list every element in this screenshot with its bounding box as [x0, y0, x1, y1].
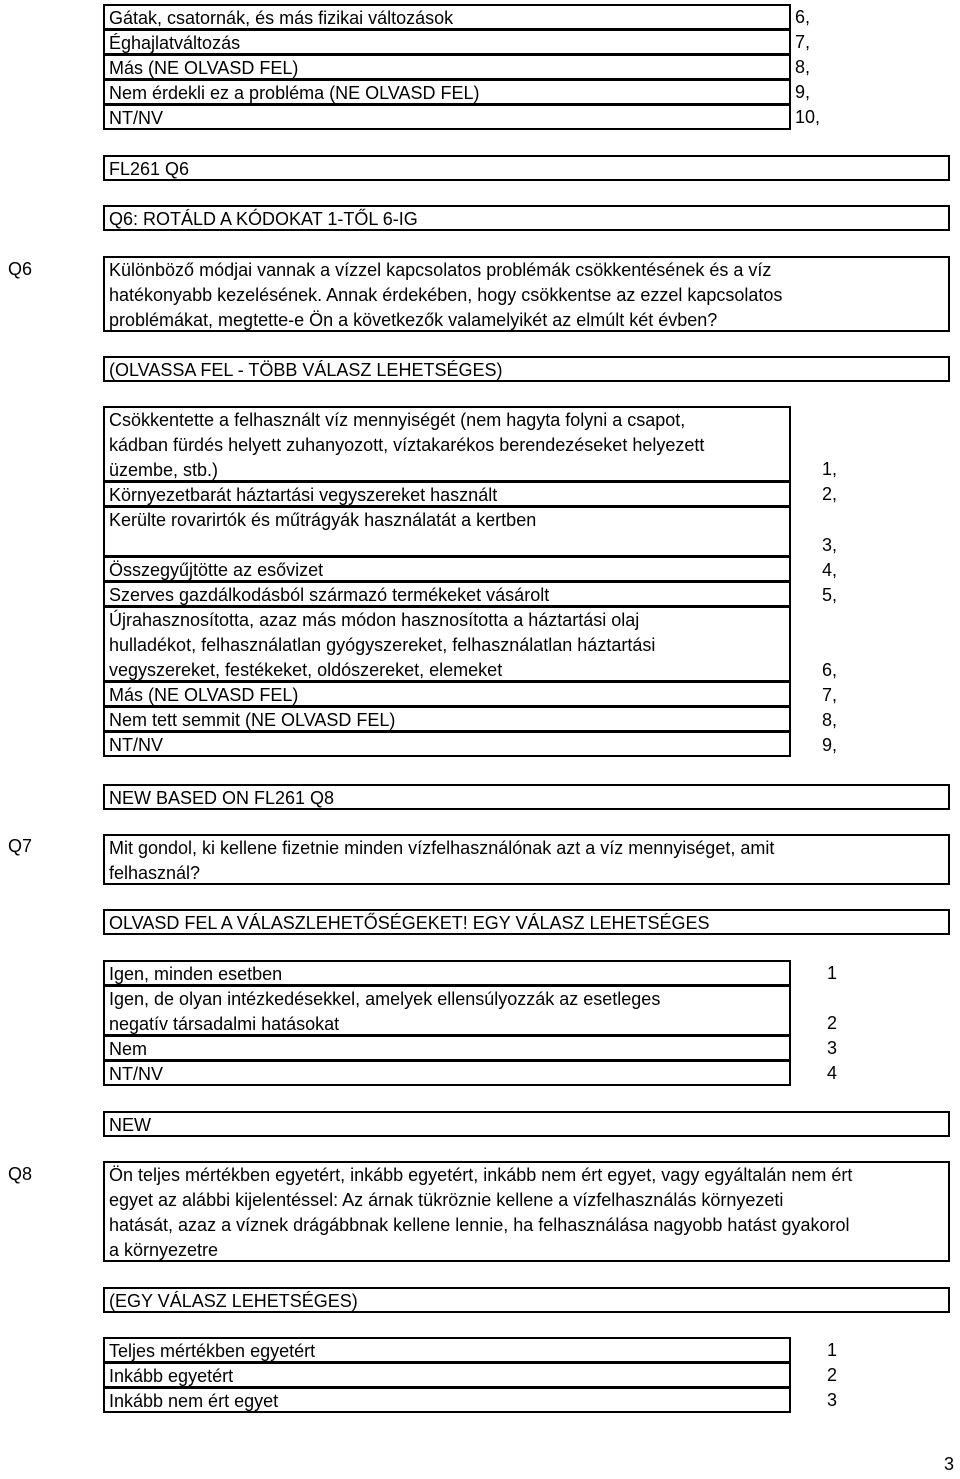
list-item	[103, 581, 791, 607]
question-instruction	[103, 909, 950, 935]
option-code: 10,	[795, 107, 821, 127]
question-instruction-text: OLVASD FEL A VÁLASZLEHETŐSÉGEKET! EGY VÁLASZ LEHETSÉGES	[109, 913, 710, 933]
option-code: 1,	[822, 459, 838, 479]
list-item	[103, 960, 791, 986]
option-label: Teljes mértékben egyetért	[109, 1341, 316, 1361]
option-code: 7,	[822, 685, 838, 705]
list-item	[103, 985, 791, 1036]
list-item	[103, 606, 791, 682]
option-label: Igen, de olyan intézkedésekkel, amelyek ellensúlyozzák az esetleges	[109, 989, 661, 1009]
option-label: Kerülte rovarirtók és műtrágyák használatát a kertben	[109, 510, 537, 530]
option-label: NT/NV	[109, 1064, 163, 1084]
option-code: 4	[827, 1063, 838, 1083]
option-label: Környezetbarát háztartási vegyszereket használt	[109, 485, 498, 505]
option-label: NT/NV	[109, 108, 163, 128]
option-label: negatív társadalmi hatásokat	[109, 1014, 340, 1034]
option-label: Szerves gazdálkodásból származó termékeket vásárolt	[109, 585, 550, 605]
question-text	[103, 256, 950, 332]
option-code: 1	[827, 963, 838, 983]
question-text-line: felhasznál?	[109, 863, 201, 883]
question-text-line: a környezetre	[109, 1240, 219, 1260]
list-item	[103, 1337, 791, 1363]
option-code: 2	[827, 1365, 838, 1385]
option-code: 5,	[822, 585, 838, 605]
question-text-line: Különböző módjai vannak a vízzel kapcsolatos problémák csökkentésének és a víz	[109, 260, 772, 280]
option-label: Éghajlatváltozás	[109, 33, 241, 53]
question-label: Q8	[8, 1164, 33, 1184]
question-instruction-text: (OLVASSA FEL - TÖBB VÁLASZ LEHETSÉGES)	[109, 360, 503, 380]
option-label: Inkább egyetért	[109, 1366, 234, 1386]
option-code: 3	[827, 1038, 838, 1058]
question-label: Q6	[8, 259, 33, 279]
new-marker	[103, 1111, 950, 1137]
list-item	[103, 104, 791, 130]
option-label: Csökkentette a felhasznált víz mennyiségét (nem hagyta folyni a csapot,	[109, 410, 686, 430]
list-item	[103, 1387, 791, 1413]
option-label: Gátak, csatornák, és más fizikai változások	[109, 8, 454, 28]
option-code: 9,	[822, 735, 838, 755]
question-label: Q7	[8, 836, 33, 856]
option-code: 8,	[822, 710, 838, 730]
list-item	[103, 681, 791, 707]
option-label: Nem érdekli ez a probléma (NE OLVASD FEL)	[109, 83, 480, 103]
option-label: Igen, minden esetben	[109, 964, 283, 984]
option-code: 2,	[822, 484, 838, 504]
option-label: Más (NE OLVASD FEL)	[109, 685, 299, 705]
question-text-line: hatékonyabb kezelésének. Annak érdekében, hogy csökkentse az ezzel kapcsolatos	[109, 285, 783, 305]
option-code: 3	[827, 1390, 838, 1410]
list-item	[103, 481, 791, 507]
list-item	[103, 731, 791, 757]
option-code: 7,	[795, 32, 811, 52]
question-text-line: problémákat, megtette-e Ön a következők valamelyikét az elmúlt két évben?	[109, 310, 718, 330]
option-code: 2	[827, 1013, 838, 1033]
option-label: Újrahasznosította, azaz más módon hasznosította a háztartási olaj	[109, 610, 640, 630]
option-label: hulladékot, felhasználatlan gyógyszereket, felhasználatlan háztartási	[109, 635, 656, 655]
list-item	[103, 706, 791, 732]
source-reference-text: NEW BASED ON FL261 Q8	[109, 788, 335, 808]
rotation-instruction	[103, 205, 950, 231]
list-item	[103, 556, 791, 582]
list-item	[103, 1362, 791, 1388]
rotation-instruction-text: Q6: ROTÁLD A KÓDOKAT 1-TŐL 6-IG	[109, 209, 418, 229]
option-label: NT/NV	[109, 735, 163, 755]
list-item	[103, 1035, 791, 1061]
question-instruction	[103, 1287, 950, 1313]
source-reference	[103, 155, 950, 181]
list-item	[103, 506, 791, 557]
source-reference-text: FL261 Q6	[109, 159, 190, 179]
new-marker-text: NEW	[109, 1115, 151, 1135]
option-code: 4,	[822, 560, 838, 580]
option-label: Nem	[109, 1039, 148, 1059]
list-item	[103, 4, 791, 30]
option-label: Nem tett semmit (NE OLVASD FEL)	[109, 710, 396, 730]
option-label: kádban fürdés helyett zuhanyozott, víztakarékos berendezéseket helyezett	[109, 435, 705, 455]
list-item	[103, 406, 791, 482]
question-text-line: Ön teljes mértékben egyetért, inkább egyetért, inkább nem ért egyet, vagy egyáltalán nem ért	[109, 1165, 853, 1185]
question-text	[103, 834, 950, 885]
option-label: Inkább nem ért egyet	[109, 1391, 279, 1411]
option-code: 6,	[795, 7, 811, 27]
question-text-line: egyet az alábbi kijelentéssel: Az árnak tükröznie kellene a vízfelhasználás környezeti	[109, 1190, 784, 1210]
option-code: 8,	[795, 57, 811, 77]
source-reference	[103, 784, 950, 810]
page-number: 3	[943, 1454, 954, 1474]
list-item	[103, 79, 791, 105]
option-code: 3,	[822, 535, 838, 555]
option-label: vegyszereket, festékeket, oldószereket, elemeket	[109, 660, 503, 680]
list-item	[103, 54, 791, 80]
question-text-line: Mit gondol, ki kellene fizetnie minden vízfelhasználónak azt a víz mennyiséget, amit	[109, 838, 775, 858]
question-instruction	[103, 356, 950, 382]
question-text	[103, 1161, 950, 1262]
option-label: Összegyűjtötte az esővizet	[109, 560, 324, 580]
option-label: üzembe, stb.)	[109, 460, 219, 480]
option-code: 9,	[795, 82, 811, 102]
list-item	[103, 1060, 791, 1086]
option-code: 6,	[822, 660, 838, 680]
option-label: Más (NE OLVASD FEL)	[109, 58, 299, 78]
question-instruction-text: (EGY VÁLASZ LEHETSÉGES)	[109, 1291, 358, 1311]
list-item	[103, 29, 791, 55]
option-code: 1	[827, 1340, 838, 1360]
question-text-line: hatását, azaz a víznek drágábbnak kellene lennie, ha felhasználása nagyobb hatást gyakorol	[109, 1215, 850, 1235]
